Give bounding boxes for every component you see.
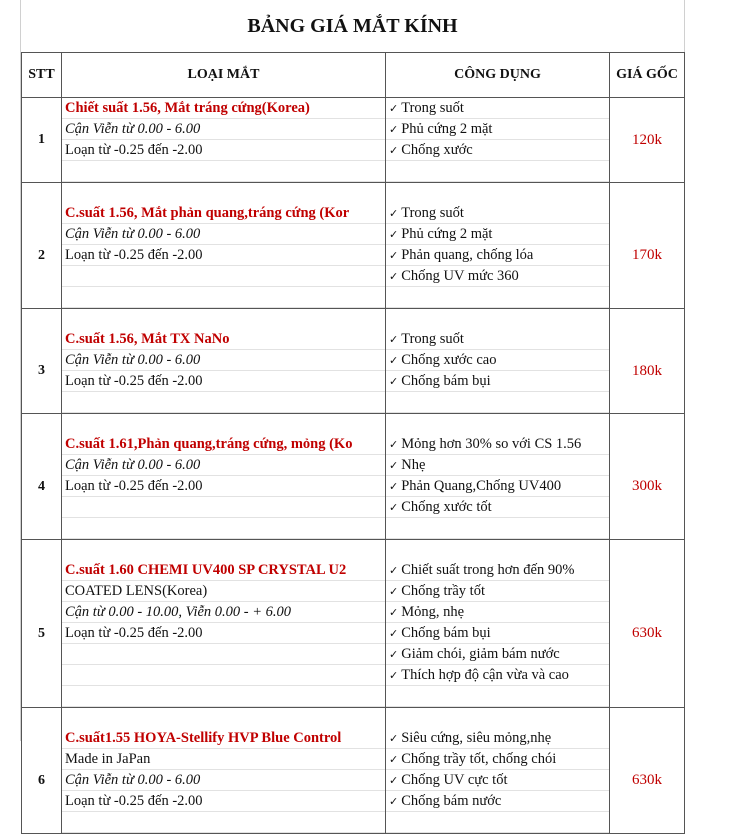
feature-item [386, 329, 609, 350]
features-cell [386, 98, 610, 183]
lens-name: C.suất1.55 HOYA-Stellify HVP Blue Control [62, 728, 385, 749]
lens-type-cell [62, 203, 386, 309]
header-loai-mat: LOẠI MẮT [62, 53, 386, 98]
feature-text: Chống UV cực tốt [401, 772, 508, 788]
row-number: 2 [22, 203, 62, 309]
table-row [22, 728, 685, 834]
sheet-title: BẢNG GIÁ MẮT KÍNH [247, 15, 458, 37]
feature-text: Phản quang, chống lóa [401, 247, 534, 263]
spacer-row [22, 540, 685, 561]
header-cong-dung: CÔNG DỤNG [386, 53, 610, 98]
empty-line [62, 497, 385, 518]
row-number: 1 [22, 98, 62, 183]
table-row [22, 329, 685, 414]
feature-item [386, 644, 609, 665]
empty-line [386, 686, 609, 707]
features-cell [386, 728, 610, 834]
feature-text: Trong suốt [401, 205, 464, 221]
lens-name: Chiết suất 1.56, Mắt tráng cứng(Korea) [62, 98, 385, 119]
spacer-cell [386, 183, 610, 204]
header-stt: STT [22, 53, 62, 98]
lens-detail: Cận từ 0.00 - 10.00, Viễn 0.00 - + 6.00 [62, 602, 385, 623]
lens-name: C.suất 1.56, Mắt phản quang,tráng cứng (Kor [62, 203, 385, 224]
check-icon: ✓ [389, 376, 399, 388]
check-icon: ✓ [389, 796, 399, 808]
spacer-cell [62, 708, 386, 729]
check-icon: ✓ [389, 607, 399, 619]
feature-text: Chống trầy tốt [401, 583, 485, 599]
spacer-cell [610, 183, 685, 204]
empty-line [386, 392, 609, 413]
feature-item [386, 455, 609, 476]
feature-text: Phủ cứng 2 mặt [401, 121, 493, 137]
price-sheet [20, 0, 685, 809]
empty-line [386, 812, 609, 833]
check-icon: ✓ [389, 754, 399, 766]
spacer-cell [22, 309, 62, 330]
check-icon: ✓ [389, 250, 399, 262]
feature-item [386, 749, 609, 770]
check-icon: ✓ [389, 586, 399, 598]
feature-text: Nhẹ [401, 457, 426, 473]
check-icon: ✓ [389, 670, 399, 682]
header-row [22, 53, 685, 98]
lens-name: C.suất 1.60 CHEMI UV400 SP CRYSTAL U2 [62, 560, 385, 581]
feature-item [386, 203, 609, 224]
table-body [22, 98, 685, 834]
feature-text: Phản Quang,Chống UV400 [401, 478, 562, 494]
empty-line [62, 266, 385, 287]
feature-item [386, 245, 609, 266]
check-icon: ✓ [389, 460, 399, 472]
feature-item [386, 791, 609, 812]
lens-detail: COATED LENS(Korea) [62, 581, 385, 602]
feature-item [386, 476, 609, 497]
spacer-cell [386, 414, 610, 435]
spacer-row [22, 183, 685, 204]
feature-text: Trong suốt [401, 331, 464, 347]
lens-type-cell [62, 560, 386, 708]
feature-text: Chống xước [401, 142, 473, 158]
row-number: 3 [22, 329, 62, 414]
feature-item [386, 623, 609, 644]
lens-type-cell [62, 98, 386, 183]
price: 170k [610, 203, 685, 309]
check-icon: ✓ [389, 124, 399, 136]
feature-text: Chiết suất trong hơn đến 90% [401, 562, 575, 578]
feature-text: Chống xước tốt [401, 499, 492, 515]
feature-text: Chống xước cao [401, 352, 497, 368]
features-cell [386, 203, 610, 309]
spacer-cell [386, 708, 610, 729]
table-row [22, 203, 685, 309]
feature-text: Trong suốt [401, 100, 464, 116]
spacer-cell [22, 414, 62, 435]
lens-detail: Cận Viễn từ 0.00 - 6.00 [62, 350, 385, 371]
row-number: 5 [22, 560, 62, 708]
spacer-row [22, 414, 685, 435]
feature-text: Chống bám bụi [401, 625, 491, 641]
price-table [21, 52, 685, 834]
check-icon: ✓ [389, 145, 399, 157]
feature-item [386, 371, 609, 392]
empty-line [62, 812, 385, 833]
lens-type-cell [62, 329, 386, 414]
lens-type-cell [62, 728, 386, 834]
feature-text: Giảm chói, giảm bám nước [401, 646, 560, 662]
lens-detail: Loạn từ -0.25 đến -2.00 [62, 140, 385, 161]
feature-text: Chống UV mức 360 [401, 268, 519, 284]
check-icon: ✓ [389, 208, 399, 220]
check-icon: ✓ [389, 649, 399, 661]
check-icon: ✓ [389, 334, 399, 346]
lens-detail: Cận Viễn từ 0.00 - 6.00 [62, 770, 385, 791]
feature-text: Siêu cứng, siêu mỏng,nhẹ [401, 730, 552, 746]
check-icon: ✓ [389, 439, 399, 451]
feature-text: Chống trầy tốt, chống chói [401, 751, 557, 767]
lens-detail: Loạn từ -0.25 đến -2.00 [62, 245, 385, 266]
empty-line [62, 686, 385, 707]
lens-detail: Cận Viễn từ 0.00 - 6.00 [62, 119, 385, 140]
lens-detail: Loạn từ -0.25 đến -2.00 [62, 791, 385, 812]
lens-name: C.suất 1.61,Phản quang,tráng cứng, mỏng (Ko [62, 434, 385, 455]
price: 630k [610, 728, 685, 834]
empty-line [62, 287, 385, 308]
feature-item [386, 770, 609, 791]
empty-line [386, 518, 609, 539]
lens-type-cell [62, 434, 386, 540]
price: 630k [610, 560, 685, 708]
check-icon: ✓ [389, 355, 399, 367]
lens-detail: Loạn từ -0.25 đến -2.00 [62, 623, 385, 644]
feature-text: Thích hợp độ cận vừa và cao [401, 667, 569, 683]
check-icon: ✓ [389, 733, 399, 745]
feature-item [386, 266, 609, 287]
feature-text: Mỏng hơn 30% so với CS 1.56 [401, 436, 582, 452]
spacer-cell [62, 414, 386, 435]
check-icon: ✓ [389, 565, 399, 577]
features-cell [386, 560, 610, 708]
feature-item [386, 581, 609, 602]
lens-detail: Made in JaPan [62, 749, 385, 770]
features-cell [386, 434, 610, 540]
header-gia-goc: GIÁ GỐC [610, 53, 685, 98]
empty-line [62, 518, 385, 539]
spacer-cell [62, 540, 386, 561]
features-cell [386, 329, 610, 414]
check-icon: ✓ [389, 481, 399, 493]
spacer-cell [22, 540, 62, 561]
feature-item [386, 98, 609, 119]
price: 300k [610, 434, 685, 540]
feature-item [386, 602, 609, 623]
feature-item [386, 350, 609, 371]
lens-detail: Cận Viễn từ 0.00 - 6.00 [62, 455, 385, 476]
empty-line [62, 392, 385, 413]
spacer-cell [386, 309, 610, 330]
feature-text: Mỏng, nhẹ [401, 604, 465, 620]
empty-line [62, 644, 385, 665]
table-row [22, 560, 685, 708]
price: 120k [610, 98, 685, 183]
empty-line [62, 161, 385, 182]
empty-line [386, 161, 609, 182]
empty-line [386, 287, 609, 308]
feature-text: Chống bám bụi [401, 373, 491, 389]
check-icon: ✓ [389, 271, 399, 283]
feature-item [386, 497, 609, 518]
check-icon: ✓ [389, 628, 399, 640]
check-icon: ✓ [389, 229, 399, 241]
lens-detail: Cận Viễn từ 0.00 - 6.00 [62, 224, 385, 245]
check-icon: ✓ [389, 775, 399, 787]
feature-text: Phủ cứng 2 mặt [401, 226, 493, 242]
feature-item [386, 434, 609, 455]
empty-line [62, 665, 385, 686]
spacer-cell [386, 540, 610, 561]
table-row [22, 434, 685, 540]
spacer-cell [62, 309, 386, 330]
table-row [22, 98, 685, 183]
spacer-row [22, 309, 685, 330]
spacer-cell [610, 309, 685, 330]
spacer-cell [22, 183, 62, 204]
lens-detail: Loạn từ -0.25 đến -2.00 [62, 371, 385, 392]
spacer-cell [22, 708, 62, 729]
lens-detail: Loạn từ -0.25 đến -2.00 [62, 476, 385, 497]
feature-item [386, 119, 609, 140]
check-icon: ✓ [389, 502, 399, 514]
feature-item [386, 665, 609, 686]
feature-item [386, 560, 609, 581]
feature-item [386, 224, 609, 245]
feature-item [386, 728, 609, 749]
spacer-cell [610, 414, 685, 435]
spacer-cell [610, 708, 685, 729]
feature-item [386, 140, 609, 161]
price: 180k [610, 329, 685, 414]
feature-text: Chống bám nước [401, 793, 502, 809]
spacer-row [22, 708, 685, 729]
check-icon: ✓ [389, 103, 399, 115]
spacer-cell [62, 183, 386, 204]
lens-name: C.suất 1.56, Mắt TX NaNo [62, 329, 385, 350]
row-number: 6 [22, 728, 62, 834]
row-number: 4 [22, 434, 62, 540]
spacer-cell [610, 540, 685, 561]
